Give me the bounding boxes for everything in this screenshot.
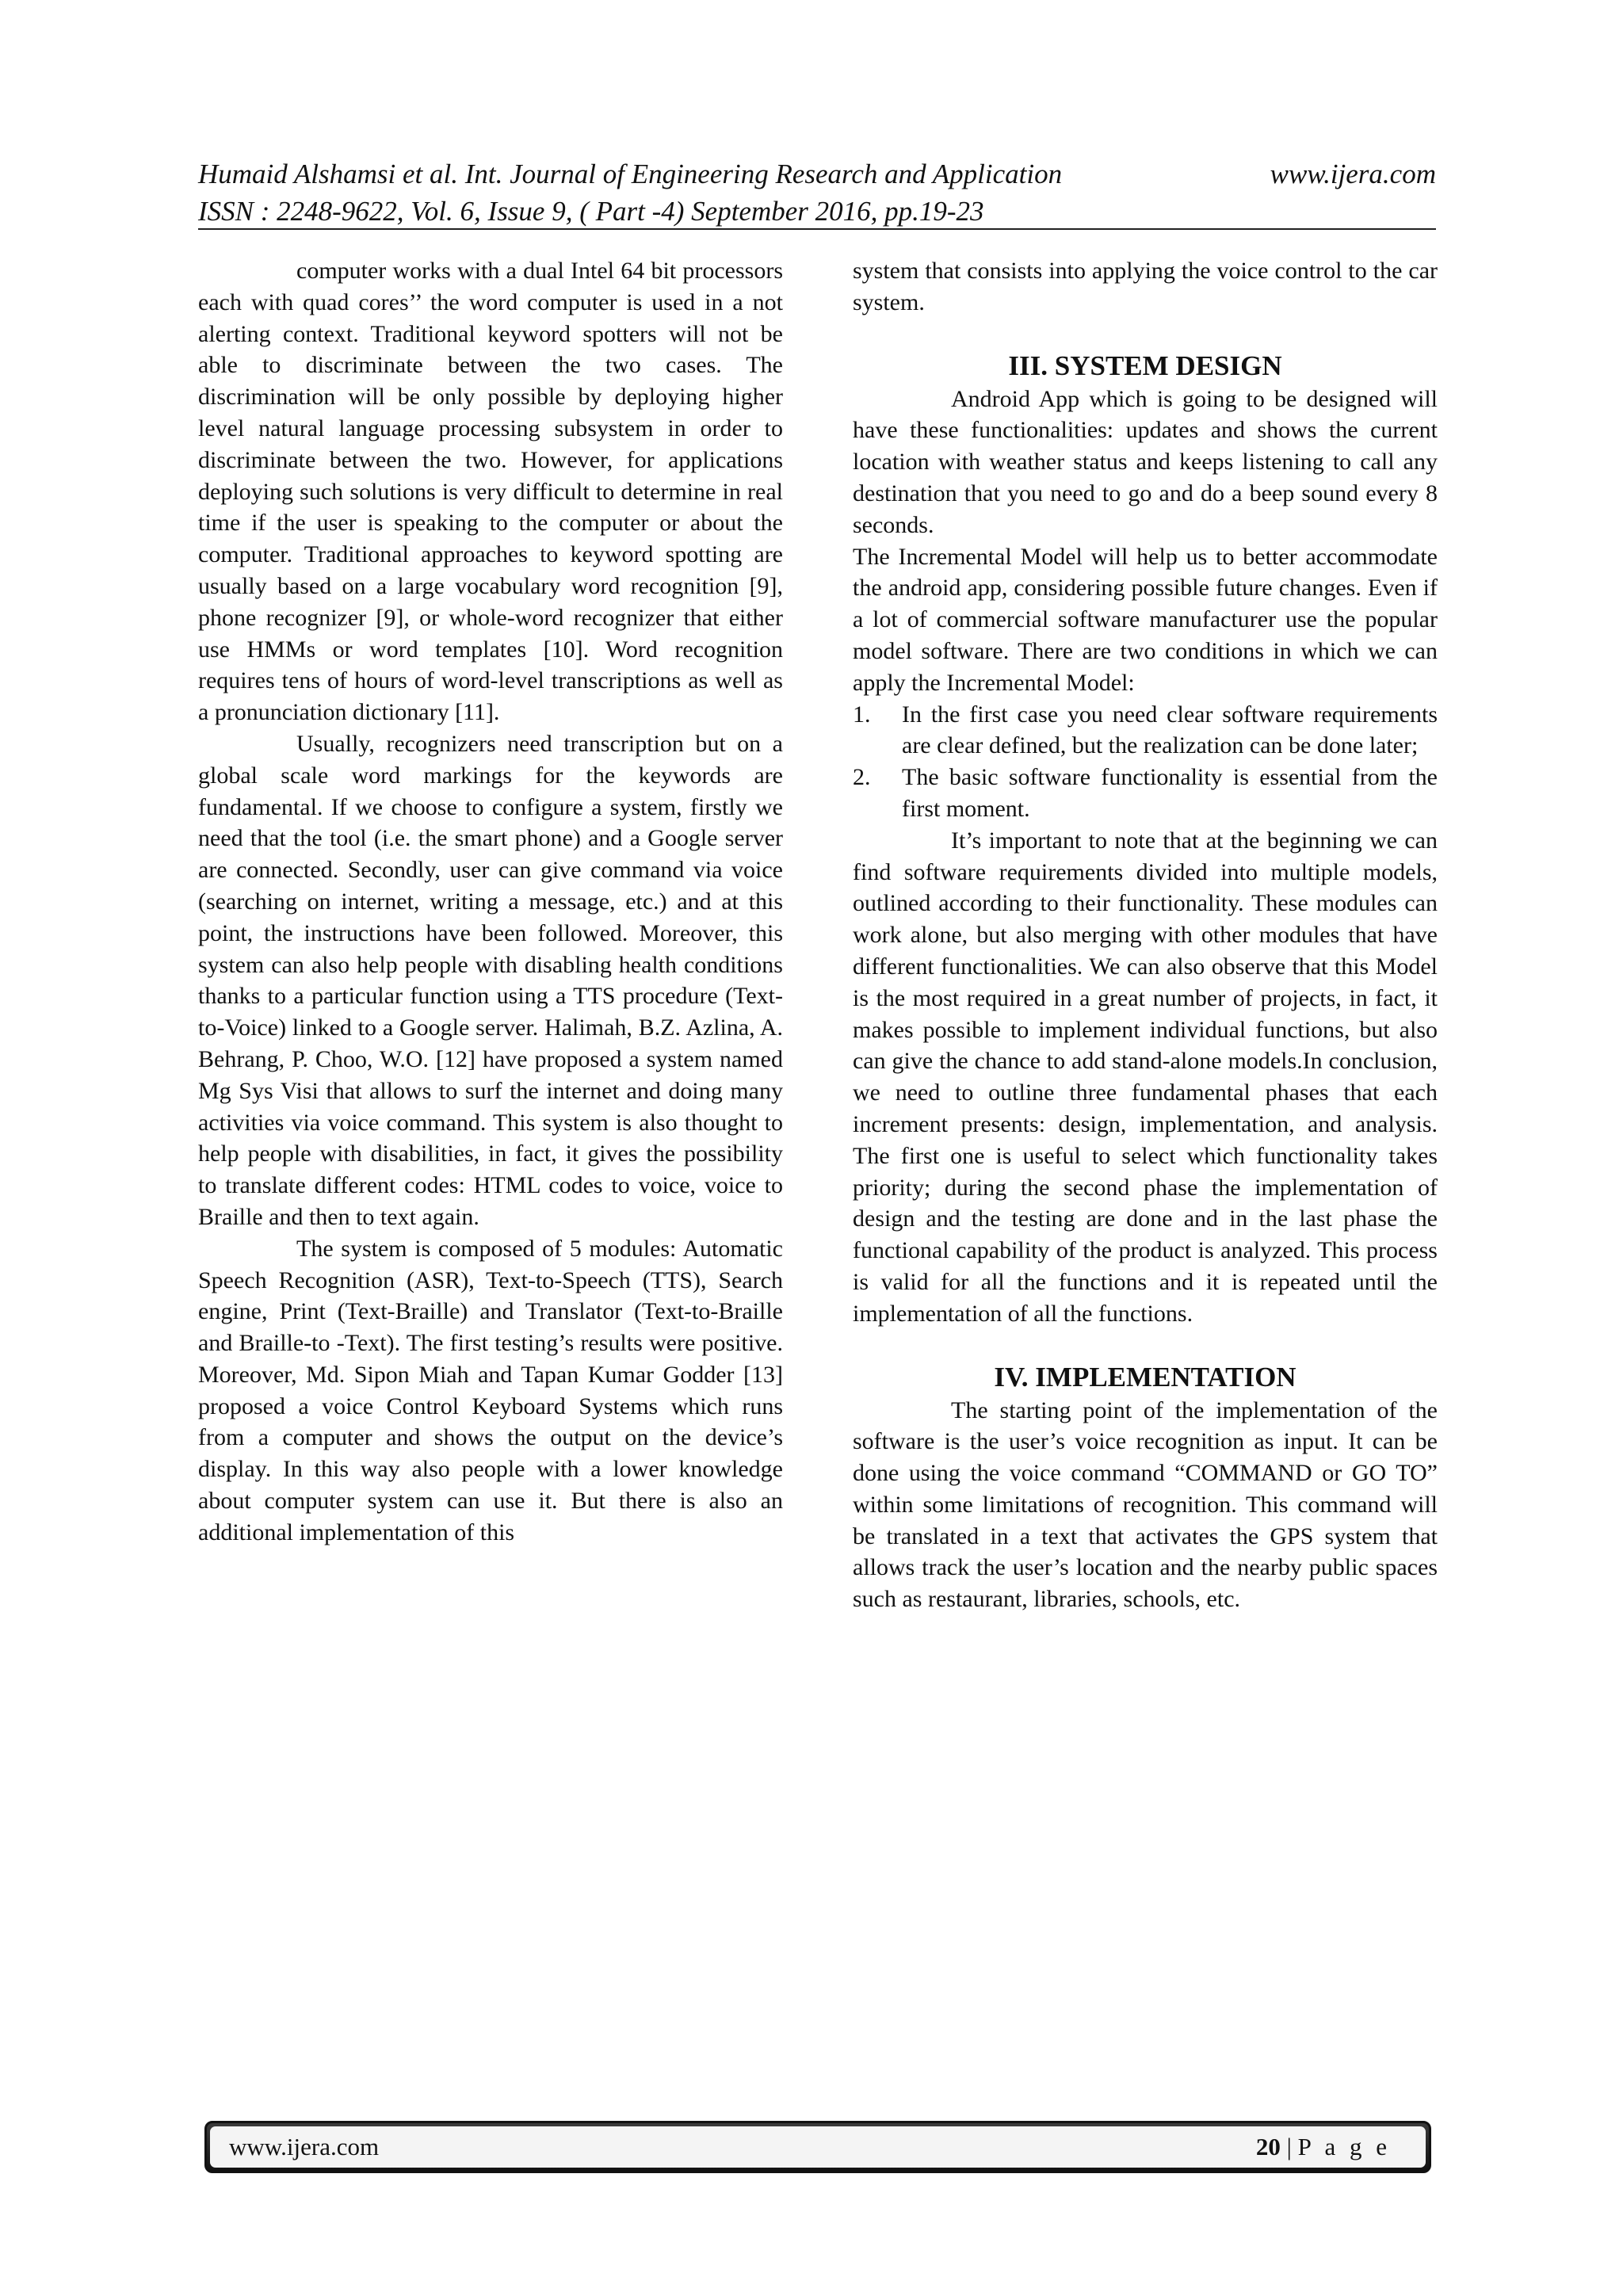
paragraph: The starting point of the implementation of the software is the user’s voice recognition as input. It can be done using the voice command “COMMAND or GO TO” within some limitations of recognition. This command will be translated in a text that activates the GPS system that allows track the user’s location and the nearby public spaces such as restaurant, libraries, schools, etc. <box>853 1396 1438 1613</box>
header-line-1 <box>198 155 1436 193</box>
page-footer <box>204 2121 1431 2173</box>
issn-line: ISSN : 2248-9622, Vol. 6, Issue 9, ( Part -4) September 2016, pp.19-23 <box>198 196 984 227</box>
list-number: 2. <box>853 764 871 791</box>
header-divider <box>198 228 1436 230</box>
footer-bar <box>210 2126 1426 2168</box>
paragraph: Usually, recognizers need transcription but on a global scale word markings for the keywords are fundamental. If we choose to configure a system, firstly we need that the tool (i.e. the smart phone) and a Google server are connected. Secondly, user can give command via voice (searching on internet, writing a message, etc.) and at this point, the instructions have been followed. Moreover, this system can also help people with disabling health conditions thanks to a particular function using a TTS procedure (Text-to-Voice) linked to a Google server. Halimah, B.Z. Azlina, A. Behrang, P. Choo, W.O. [12] have proposed a system named Mg Sys Visi that allows to surf the internet and doing many activities via voice command. This system is also thought to help people with disabilities, in fact, it gives the possibility to translate different codes: HTML codes to voice, voice to Braille and then to text again. <box>198 730 783 1230</box>
paragraph: The Incremental Model will help us to better accommodate the android app, considering possible future changes. Even if a lot of commercial software manufacturer use the popular model software. There are two conditions in which we can apply the Incremental Model: <box>853 543 1438 696</box>
section-heading-implementation: IV. IMPLEMENTATION <box>994 1361 1296 1392</box>
journal-citation: Humaid Alshamsi et al. Int. Journal of Engineering Research and Application <box>198 159 1063 189</box>
list-item <box>853 762 1438 825</box>
header-line-2 <box>198 193 1436 230</box>
page-indicator <box>1256 2133 1391 2161</box>
page-separator: | <box>1280 2133 1298 2160</box>
right-column <box>853 255 1438 1615</box>
paragraph: computer works with a dual Intel 64 bit processors each with quad cores’’ the word computer is used in a not alerting context. Traditional keyword spotters will not be able to discriminate between the two cases. The discrimination will be only possible by deploying higher level natural language processing subsystem in order to discriminate between the two. However, for applications deploying such solutions is very difficult to determine in real time if the user is speaking to the computer or about the computer. Traditional approaches to keyword spotting are usually based on a large vocabulary word recognition [9], phone recognizer [9], or whole-word recognizer that either use HMMs or word templates [10]. Word recognition requires tens of hours of word-level transcriptions as well as a pronunciation dictionary [11]. <box>198 258 783 726</box>
header-website: www.ijera.com <box>1270 159 1436 189</box>
page-label: P a g e <box>1297 2133 1391 2160</box>
paragraph: The system is composed of 5 modules: Automatic Speech Recognition (ASR), Text-to-Speech (TTS), Search engine, Print (Text-Braille) and Translator (Text-to-Braille and Braille-to -Text). The first testing’s results were positive. Moreover, Md. Sipon Miah and Tapan Kumar Godder [13] proposed a voice Control Keyboard Systems which runs from a computer and shows the output on the device’s display. In this way also people with a lower knowledge about computer system can use it. But there is also an additional implementation of this <box>198 1235 783 1545</box>
list-text: The basic software functionality is essential from the first moment. <box>902 764 1438 822</box>
list-text: In the first case you need clear software requirements are clear defined, but the realization can be done later; <box>902 701 1438 759</box>
footer-website: www.ijera.com <box>229 2133 380 2160</box>
paragraph: Android App which is going to be designed will have these functionalities: updates and shows the current location with weather status and keeps listening to call any destination that you need to go and do a beep sound every 8 seconds. <box>853 385 1438 538</box>
left-column <box>198 255 783 1549</box>
numbered-list <box>853 699 1438 825</box>
page-number: 20 <box>1255 2133 1281 2160</box>
list-number: 1. <box>853 701 871 728</box>
paragraph: It’s important to note that at the beginning we can find software requirements divided into multiple models, outlined according to their functionality. These modules can work alone, but also merging with other modules that have different functionalities. We can also observe that this Model is the most required in a great number of projects, in fact, it makes possible to implement individual functions, but also can give the chance to add stand-alone models.In conclusion, we need to outline three fundamental phases that each increment presents: design, implementation, and analysis. The first one is useful to select which functionality takes priority; during the second phase the implementation of design and the testing are done and in the last phase the functional capability of the product is analyzed. This process is valid for all the functions and it is repeated until the implementation of all the functions. <box>853 827 1438 1327</box>
section-heading-system-design: III. SYSTEM DESIGN <box>1008 350 1282 381</box>
list-item <box>853 699 1438 762</box>
paragraph: system that consists into applying the voice control to the car system. <box>853 258 1438 315</box>
running-header <box>198 155 1436 230</box>
